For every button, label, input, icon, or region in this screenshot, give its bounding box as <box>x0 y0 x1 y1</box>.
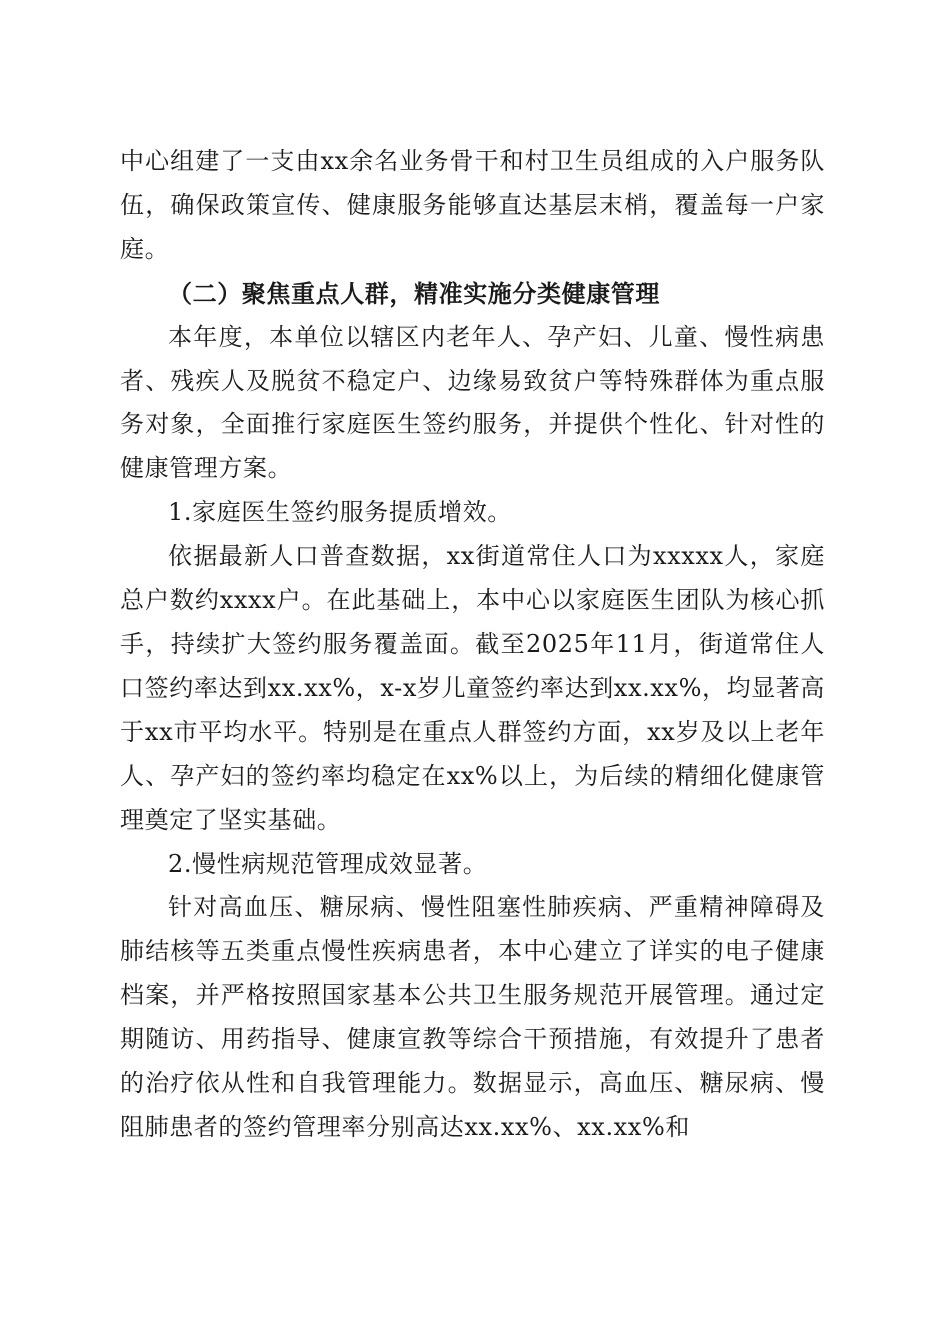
paragraph-team-building: 中心组建了一支由xx余名业务骨干和村卫生员组成的入户服务队伍，确保政策宣传、健康服务能够直达基层末梢，覆盖每一户家庭。 <box>120 147 825 263</box>
paragraph-target-groups: 本年度，本单位以辖区内老年人、孕产妇、儿童、慢性病患者、残疾人及脱贫不稳定户、边缘易致贫户等特殊群体为重点服务对象，全面推行家庭医生签约服务，并提供个性化、针对性的健康管理方案。 <box>120 322 825 483</box>
subheading-family-doctor: 1.家庭医生签约服务提质增效。 <box>168 498 512 527</box>
section-heading-key-groups: （二）聚焦重点人群，精准实施分类健康管理 <box>168 278 660 308</box>
paragraph-signing-rates: 依据最新人口普查数据，xx街道常住人口为xxxxx人，家庭总户数约xxxx户。在此基础上，本中心以家庭医生团队为核心抓手，持续扩大签约服务覆盖面。截至2025年11月，街道常住人口签约率达到xx.xx%，x-x岁儿童签约率达到xx.xx%，均显著高于xx市平均水平。特别是在重点人群签约方面，xx岁及以上老年人、孕产妇的签约率均稳定在xx%以上，为后续的精细化健康管理奠定了坚实基础。 <box>120 542 825 834</box>
document-body <box>120 140 825 1150</box>
paragraph-chronic-management: 针对高血压、糖尿病、慢性阻塞性肺疾病、严重精神障碍及肺结核等五类重点慢性疾病患者，本中心建立了详实的电子健康档案，并严格按照国家基本公共卫生服务规范开展管理。通过定期随访、用药指导、健康宣教等综合干预措施，有效提升了患者的治疗依从性和自我管理能力。数据显示，高血压、糖尿病、慢阻肺患者的签约管理率分别高达xx.xx%、xx.xx%和 <box>120 893 825 1141</box>
subheading-chronic-disease: 2.慢性病规范管理成效显著。 <box>168 849 488 878</box>
